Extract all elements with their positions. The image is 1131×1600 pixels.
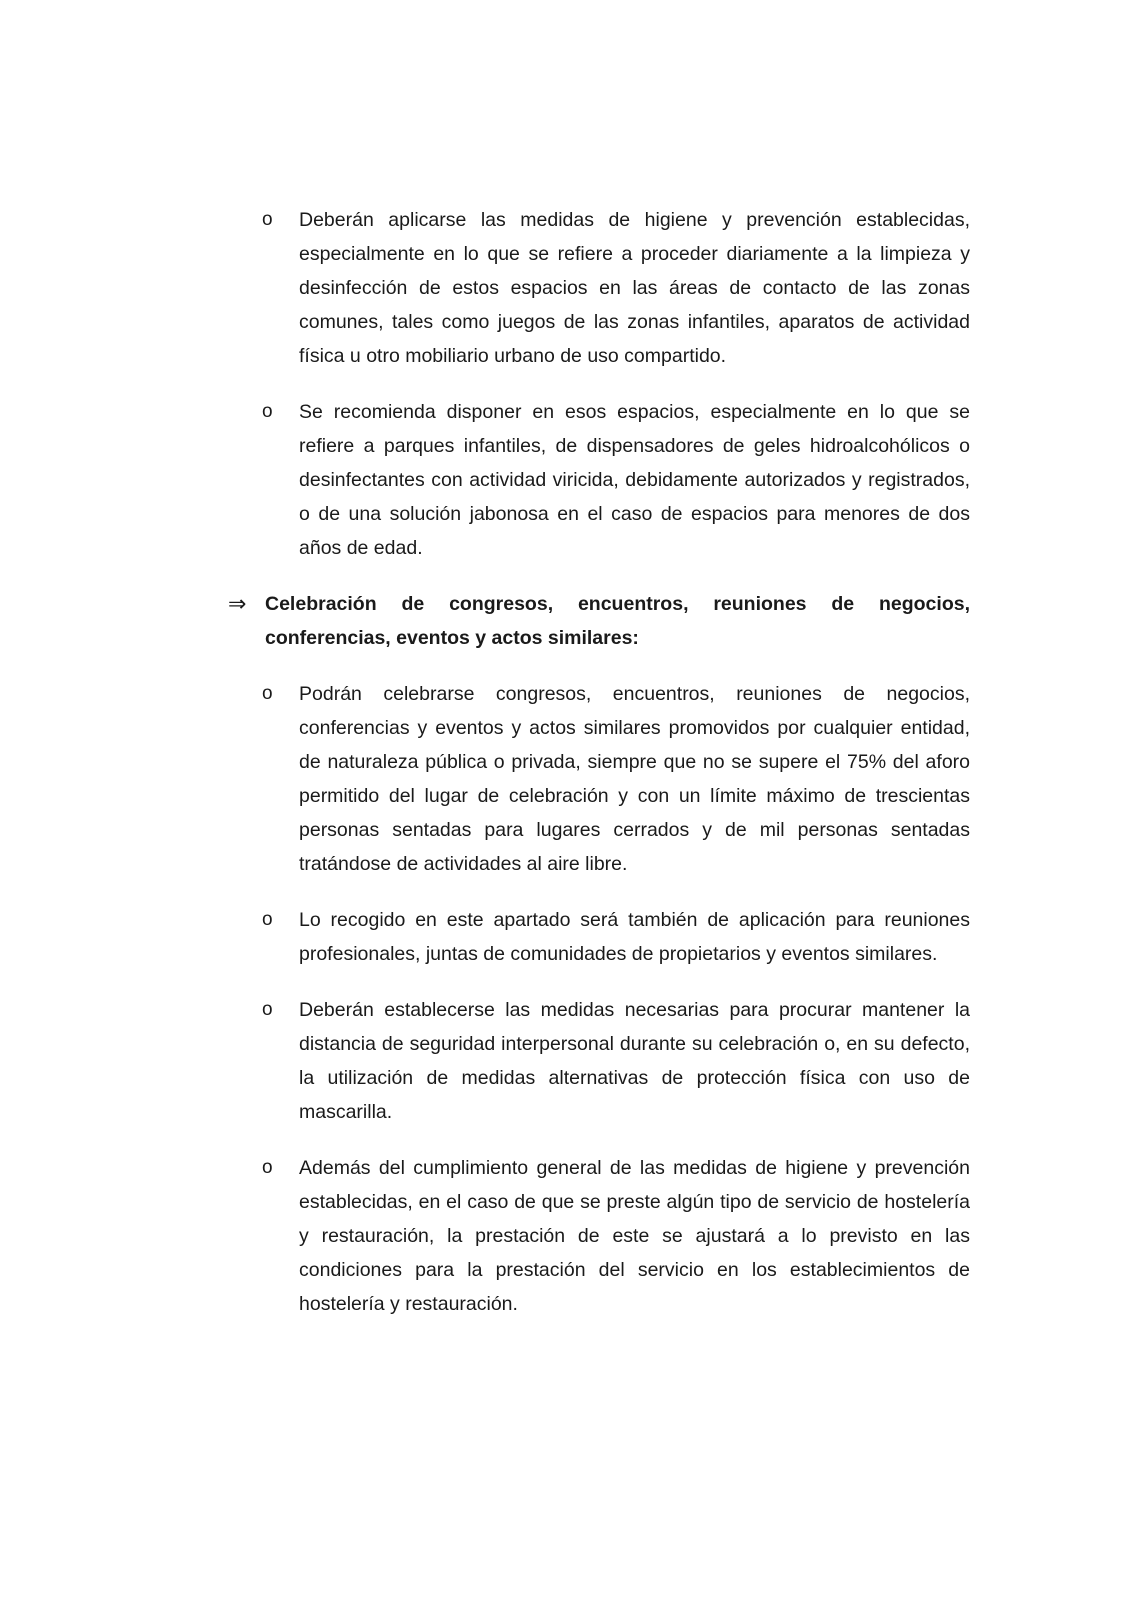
list-item: [228, 903, 970, 971]
list-item: [228, 203, 970, 373]
section-heading: [228, 587, 970, 655]
list-item: [228, 395, 970, 565]
document-body: [228, 203, 970, 1343]
paragraph-text: Se recomienda disponer en esos espacios, especialmente en lo que se refiere a parques infantiles, de dispensadores de geles hidroalcohólicos o desinfectantes con actividad viricida, debidamente autorizados y registrados, o de una solución jabonosa en el caso de espacios para menores de dos años de edad.: [299, 401, 970, 559]
circle-bullet-icon: o: [262, 1157, 273, 1178]
list-item: [228, 1151, 970, 1321]
list-item: [228, 993, 970, 1129]
paragraph-text: Lo recogido en este apartado será también de aplicación para reuniones profesionales, juntas de comunidades de propietarios y eventos similares.: [299, 909, 970, 965]
section-title: Celebración de congresos, encuentros, reuniones de negocios, conferencias, eventos y actos similares:: [265, 593, 970, 649]
circle-bullet-icon: o: [262, 683, 273, 704]
paragraph-text: Deberán aplicarse las medidas de higiene y prevención establecidas, especialmente en lo que se refiere a proceder diariamente a la limpieza y desinfección de estos espacios en las áreas de contacto de las zonas comunes, tales como juegos de las zonas infantiles, aparatos de actividad física u otro mobiliario urbano de uso compartido.: [299, 209, 970, 367]
double-arrow-icon: ⇒: [228, 591, 247, 616]
paragraph-text: Deberán establecerse las medidas necesarias para procurar mantener la distancia de seguridad interpersonal durante su celebración o, en su defecto, la utilización de medidas alternativas de protección física con uso de mascarilla.: [299, 999, 970, 1123]
circle-bullet-icon: o: [262, 209, 273, 230]
paragraph-text: Podrán celebrarse congresos, encuentros, reuniones de negocios, conferencias y eventos y actos similares promovidos por cualquier entidad, de naturaleza pública o privada, siempre que no se supere el 75% del aforo permitido del lugar de celebración y con un límite máximo de trescientas personas sentadas para lugares cerrados y de mil personas sentadas tratándose de actividades al aire libre.: [299, 683, 970, 875]
paragraph-text: Además del cumplimiento general de las medidas de higiene y prevención establecidas, en el caso de que se preste algún tipo de servicio de hostelería y restauración, la prestación de este se ajustará a lo previsto en las condiciones para la prestación del servicio en los establecimientos de hostelería y restauración.: [299, 1157, 970, 1315]
circle-bullet-icon: o: [262, 909, 273, 930]
circle-bullet-icon: o: [262, 401, 273, 422]
circle-bullet-icon: o: [262, 999, 273, 1020]
list-item: [228, 677, 970, 881]
